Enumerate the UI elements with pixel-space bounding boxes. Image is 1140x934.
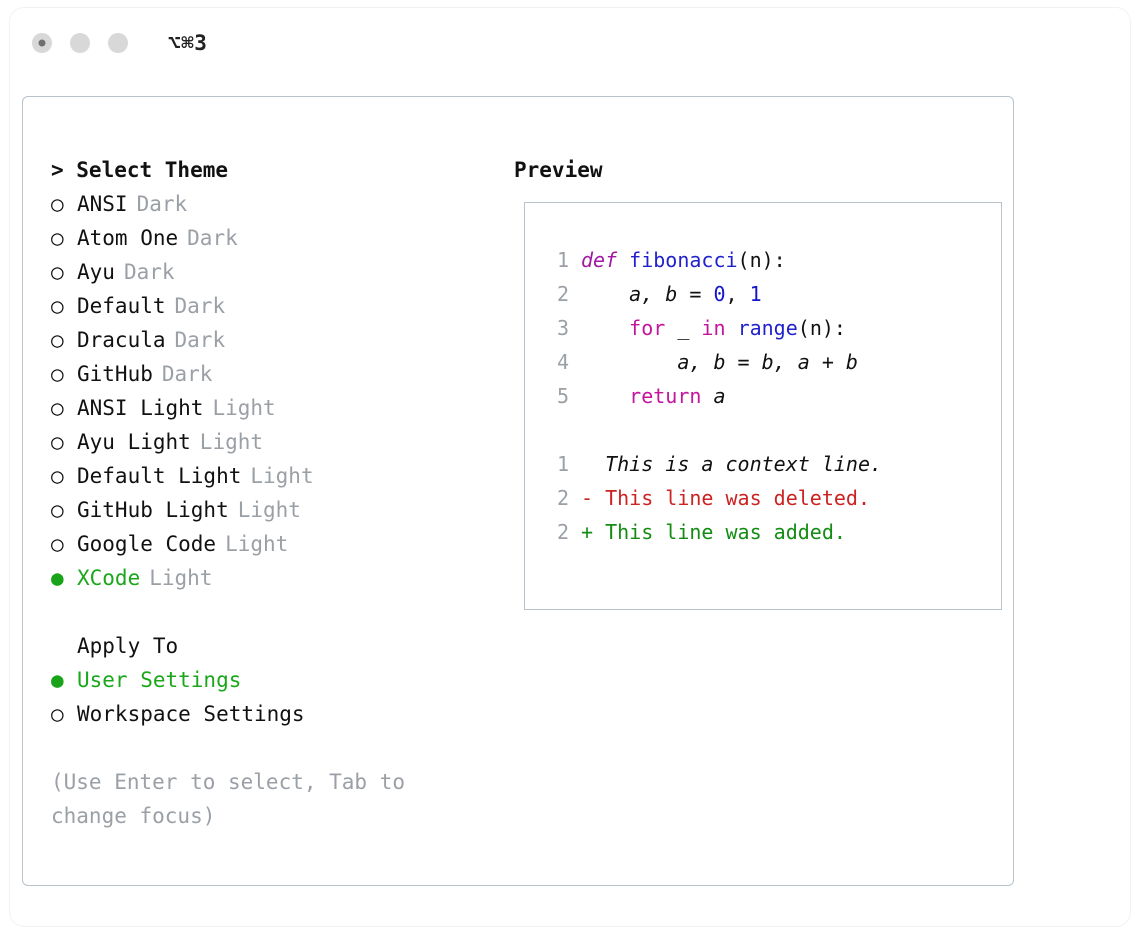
diff-text: This is a context line. xyxy=(593,452,883,476)
theme-variant-label: Light xyxy=(199,430,264,454)
code-token: (n): xyxy=(797,316,846,340)
apply-to-option-user-settings[interactable] xyxy=(51,663,506,697)
window-dot-close[interactable] xyxy=(32,33,52,53)
code-token: def xyxy=(581,248,630,272)
theme-option-ayu-light[interactable] xyxy=(51,425,506,459)
code-token: return xyxy=(629,384,702,408)
code-token: in xyxy=(701,316,726,340)
diff-text: This line was deleted. xyxy=(593,486,870,510)
theme-variant-label: Dark xyxy=(187,226,238,250)
theme-variant-label: Light xyxy=(212,396,276,420)
radio-icon: ○ xyxy=(51,532,64,556)
preview-label: Preview xyxy=(514,158,603,182)
radio-icon: ○ xyxy=(51,226,64,250)
theme-option-label: GitHub Light xyxy=(77,498,229,522)
theme-option-label: ANSI Light xyxy=(77,396,204,420)
code-token: (n): xyxy=(737,248,786,272)
theme-option-label: Ayu Light xyxy=(77,430,191,454)
theme-option-label: GitHub xyxy=(77,362,153,386)
select-theme-heading: > Select Theme xyxy=(51,158,229,182)
code-token: fibonacci xyxy=(629,248,738,272)
theme-option-xcode[interactable] xyxy=(51,561,506,595)
code-token: 0 xyxy=(713,282,726,306)
theme-option-label: XCode xyxy=(77,566,141,590)
line-number: 3 xyxy=(556,316,569,340)
keyboard-shortcut-label: ⌥⌘3 xyxy=(168,31,208,55)
code-token: a, b = xyxy=(581,282,714,306)
radio-icon: ○ xyxy=(51,294,64,318)
code-token: range xyxy=(737,316,798,340)
app-window xyxy=(10,8,1130,926)
spacer xyxy=(51,595,506,629)
diff-sign: - xyxy=(581,486,594,510)
preview-column xyxy=(506,153,1013,833)
code-line xyxy=(545,311,1001,345)
code-line xyxy=(545,345,1001,379)
theme-selector-panel xyxy=(22,96,1014,886)
theme-option-label: Ayu xyxy=(77,260,115,284)
theme-option-github-light[interactable] xyxy=(51,493,506,527)
theme-variant-label: Dark xyxy=(136,192,188,216)
apply-to-option-list xyxy=(51,663,506,731)
theme-variant-label: Dark xyxy=(123,260,175,284)
line-number: 1 xyxy=(556,452,569,476)
radio-icon: ○ xyxy=(51,396,64,420)
theme-option-atom-one[interactable] xyxy=(51,221,506,255)
theme-option-ansi-light[interactable] xyxy=(51,391,506,425)
code-token xyxy=(581,316,629,340)
theme-option-dracula[interactable] xyxy=(51,323,506,357)
code-preview xyxy=(545,243,1001,413)
diff-sign xyxy=(581,452,593,476)
line-number: 2 xyxy=(556,486,569,510)
theme-option-ayu[interactable] xyxy=(51,255,506,289)
theme-option-google-code[interactable] xyxy=(51,527,506,561)
diff-line-context xyxy=(545,447,1001,481)
code-token: 1 xyxy=(749,282,762,306)
radio-icon: ○ xyxy=(51,260,64,284)
radio-icon: ○ xyxy=(51,464,64,488)
keyboard-hint-text: (Use Enter to select, Tab to change focus) xyxy=(51,770,418,828)
code-line xyxy=(545,277,1001,311)
diff-preview xyxy=(545,447,1001,549)
radio-icon: ○ xyxy=(51,362,64,386)
line-number: 4 xyxy=(556,350,569,374)
radio-icon: ○ xyxy=(51,192,64,216)
code-blank-line xyxy=(545,413,1001,447)
theme-variant-label: Light xyxy=(225,532,289,556)
theme-option-label: Google Code xyxy=(77,532,217,556)
diff-sign: + xyxy=(581,520,594,544)
preview-box xyxy=(524,202,1002,610)
apply-to-option-workspace-settings[interactable] xyxy=(51,697,506,731)
apply-to-heading: Apply To xyxy=(77,634,179,658)
code-token: a xyxy=(701,384,726,408)
window-dot-minimize[interactable] xyxy=(70,33,90,53)
theme-option-list xyxy=(51,187,506,595)
window-dot-maximize[interactable] xyxy=(108,33,128,53)
theme-option-ansi[interactable] xyxy=(51,187,506,221)
radio-icon: ○ xyxy=(51,498,64,522)
diff-line-deleted xyxy=(545,481,1001,515)
code-token xyxy=(726,316,738,340)
radio-icon: ○ xyxy=(51,328,64,352)
radio-selected-icon: ● xyxy=(51,668,64,692)
radio-icon: ○ xyxy=(51,702,64,726)
title-bar xyxy=(10,8,1130,78)
theme-variant-label: Dark xyxy=(161,362,213,386)
code-token xyxy=(581,384,629,408)
theme-list-column xyxy=(51,153,506,833)
theme-variant-label: Dark xyxy=(174,294,226,318)
apply-to-option-label: Workspace Settings xyxy=(77,702,305,726)
theme-variant-label: Light xyxy=(237,498,301,522)
line-number: 2 xyxy=(556,520,569,544)
code-token: for xyxy=(629,316,666,340)
theme-option-label: Default xyxy=(77,294,166,318)
code-line xyxy=(545,379,1001,413)
theme-option-label: ANSI xyxy=(77,192,128,216)
theme-variant-label: Light xyxy=(250,464,314,488)
theme-option-default[interactable] xyxy=(51,289,506,323)
radio-icon: ○ xyxy=(51,430,64,454)
theme-option-default-light[interactable] xyxy=(51,459,506,493)
code-line xyxy=(545,243,1001,277)
line-number: 1 xyxy=(556,248,569,272)
diff-text: This line was added. xyxy=(593,520,846,544)
code-token: a, b = b, a + b xyxy=(581,350,858,374)
theme-variant-label: Dark xyxy=(174,328,226,352)
radio-selected-icon: ● xyxy=(51,566,64,590)
theme-option-label: Atom One xyxy=(77,226,179,250)
code-token: _ xyxy=(665,316,702,340)
theme-option-github[interactable] xyxy=(51,357,506,391)
code-token: , xyxy=(725,282,750,306)
theme-variant-label: Light xyxy=(149,566,213,590)
theme-option-label: Dracula xyxy=(77,328,166,352)
line-number: 2 xyxy=(556,282,569,306)
apply-to-option-label: User Settings xyxy=(77,668,242,692)
theme-option-label: Default Light xyxy=(77,464,242,488)
line-number: 5 xyxy=(556,384,569,408)
diff-line-added xyxy=(545,515,1001,549)
